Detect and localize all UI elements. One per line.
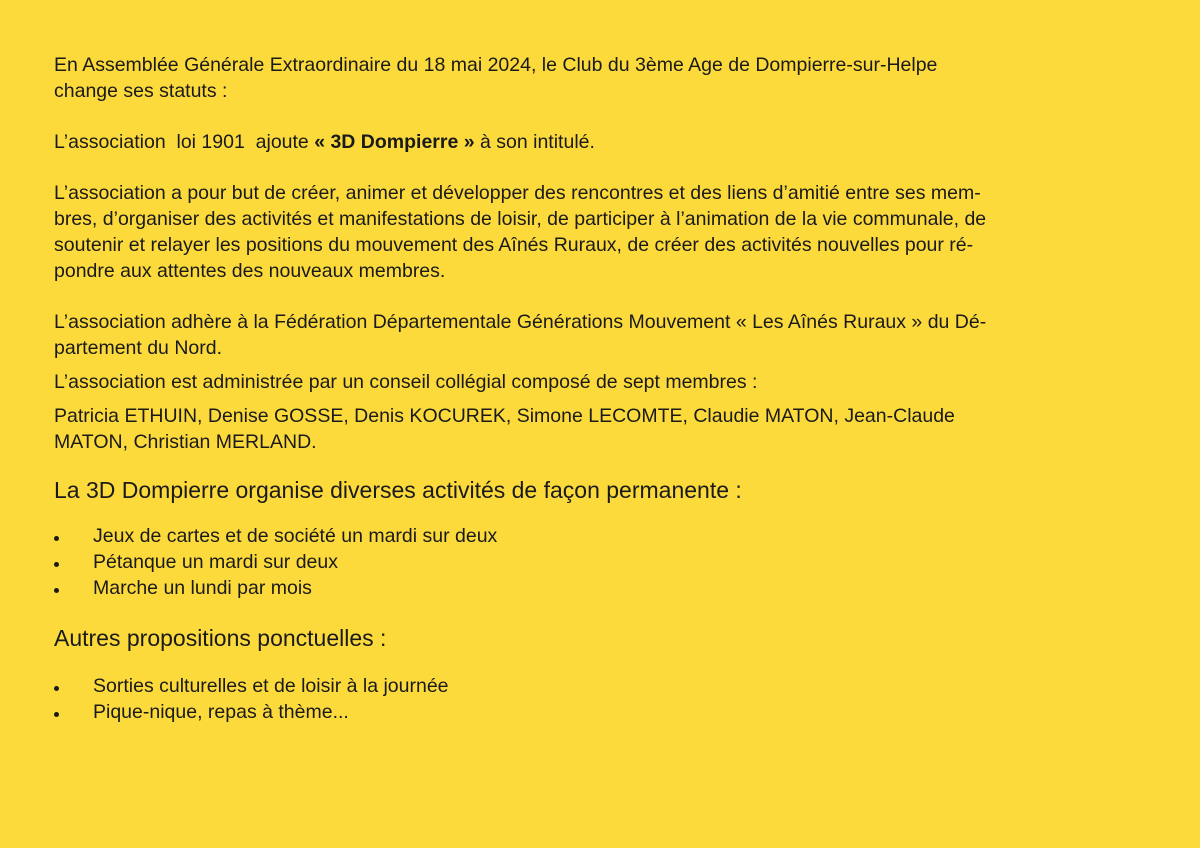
- bullet-icon: [54, 686, 59, 691]
- list-item-label: Pétanque un mardi sur deux: [93, 551, 338, 573]
- members-line: Patricia ETHUIN, Denise GOSSE, Denis KOCUREK, Simone LECOMTE, Claudie MATON, Jean-Claude: [54, 405, 955, 427]
- occasional-activities-heading: Autres propositions ponctuelles :: [54, 625, 387, 651]
- purpose-paragraph: [54, 180, 1160, 284]
- list-item: [54, 523, 1160, 549]
- list-item: [54, 549, 1160, 575]
- permanent-activities-list: [54, 523, 1160, 601]
- name-change-prefix: L’association loi 1901 ajoute: [54, 131, 315, 153]
- bullet-icon: [54, 562, 59, 567]
- purpose-line: soutenir et relayer les positions du mouvement des Aînés Ruraux, de créer des activités nouvelles pour ré-: [54, 234, 974, 256]
- occasional-activities-list: [54, 673, 1160, 725]
- council-paragraph: [54, 369, 1160, 395]
- list-item-label: Marche un lundi par mois: [93, 577, 312, 599]
- bullet-icon: [54, 536, 59, 541]
- council-text: L’association est administrée par un conseil collégial composé de sept membres :: [54, 371, 758, 393]
- permanent-activities-heading: La 3D Dompierre organise diverses activités de façon permanente :: [54, 477, 742, 503]
- intro-line: change ses statuts :: [54, 80, 228, 102]
- intro-paragraph: [54, 52, 1160, 104]
- federation-line: partement du Nord.: [54, 337, 223, 359]
- purpose-line: bres, d’organiser des activités et manifestations de loisir, de participer à l’animation de la vie communale, de: [54, 208, 987, 230]
- federation-paragraph: [54, 309, 1160, 361]
- bullet-icon: [54, 712, 59, 717]
- list-item: [54, 699, 1160, 725]
- purpose-line: pondre aux attentes des nouveaux membres.: [54, 260, 446, 282]
- list-item-label: Pique-nique, repas à thème...: [93, 701, 349, 723]
- members-line: MATON, Christian MERLAND.: [54, 431, 317, 453]
- intro-line: En Assemblée Générale Extraordinaire du 18 mai 2024, le Club du 3ème Age de Dompierre-sur-Helpe: [54, 54, 938, 76]
- purpose-line: L’association a pour but de créer, animer et développer des rencontres et des liens d’amitié entre ses mem-: [54, 182, 981, 204]
- name-change-paragraph: [54, 129, 1160, 155]
- bullet-icon: [54, 588, 59, 593]
- list-item-label: Sorties culturelles et de loisir à la journée: [93, 675, 449, 697]
- association-name: « 3D Dompierre »: [314, 131, 475, 153]
- list-item-label: Jeux de cartes et de société un mardi sur deux: [93, 525, 498, 547]
- list-item: [54, 575, 1160, 601]
- federation-line: L’association adhère à la Fédération Départementale Générations Mouvement « Les Aînés Ruraux » du Dé-: [54, 311, 987, 333]
- name-change-suffix: à son intitulé.: [474, 131, 595, 153]
- members-paragraph: [54, 403, 1160, 455]
- list-item: [54, 673, 1160, 699]
